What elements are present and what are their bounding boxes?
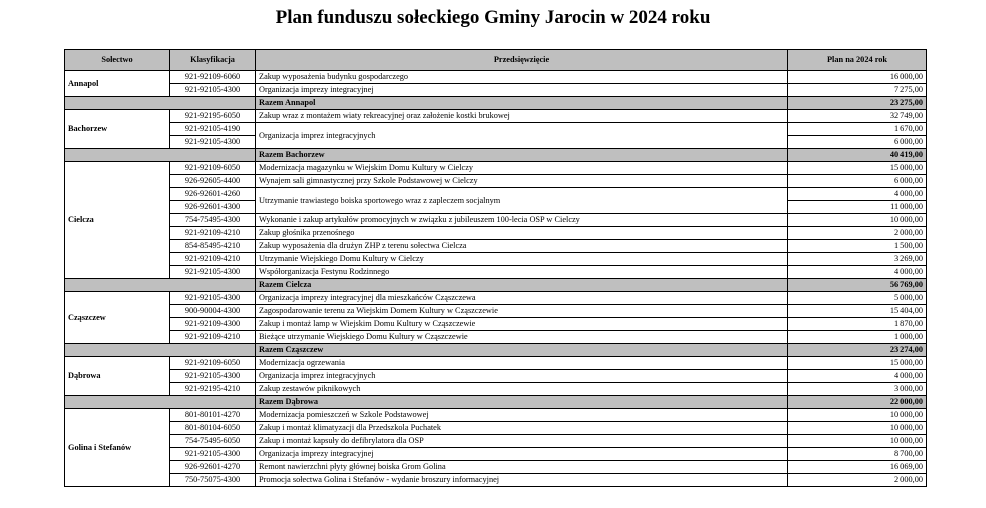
subtotal-amount: 23 274,00 xyxy=(788,344,927,357)
task-cell: Bieżące utrzymanie Wiejskiego Domu Kultury w Cząszczewie xyxy=(256,331,788,344)
table-row xyxy=(65,253,927,266)
subtotal-label: Razem Cząszczew xyxy=(256,344,788,357)
amount-cell: 4 000,00 xyxy=(788,188,927,201)
classification-cell: 921-92105-4300 xyxy=(170,370,256,383)
table-row xyxy=(65,422,927,435)
task-cell: Zakup wyposażenia budynku gospodarczego xyxy=(256,71,788,84)
classification-cell: 921-92105-4300 xyxy=(170,292,256,305)
table-row xyxy=(65,240,927,253)
table-row xyxy=(65,474,927,487)
task-cell: Organizacja imprezy integracyjnej dla mieszkańców Cząszczewa xyxy=(256,292,788,305)
subtotal-label: Razem Bachorzew xyxy=(256,149,788,162)
table-row xyxy=(65,71,927,84)
task-cell: Remont nawierzchni płyty głównej boiska Grom Golina xyxy=(256,461,788,474)
amount-cell: 16 069,00 xyxy=(788,461,927,474)
table-row xyxy=(65,123,927,136)
task-cell: Zakup głośnika przenośnego xyxy=(256,227,788,240)
table-row xyxy=(65,435,927,448)
table-row xyxy=(65,318,927,331)
header-plan: Plan na 2024 rok xyxy=(788,50,927,71)
table-row xyxy=(65,357,927,370)
table-row xyxy=(65,175,927,188)
classification-cell: 921-92105-4190 xyxy=(170,123,256,136)
amount-cell: 10 000,00 xyxy=(788,435,927,448)
task-cell: Utrzymanie trawiastego boiska sportowego wraz z zapleczem socjalnym xyxy=(256,188,788,214)
task-cell: Promocja sołectwa Golina i Stefanów - wydanie broszury informacyjnej xyxy=(256,474,788,487)
task-cell: Zakup i montaż kapsuły do defibrylatora dla OSP xyxy=(256,435,788,448)
table-row xyxy=(65,331,927,344)
task-cell: Organizacja imprez integracyjnych xyxy=(256,123,788,149)
task-cell: Zakup wraz z montażem wiaty rekreacyjnej oraz założenie kostki brukowej xyxy=(256,110,788,123)
table-row xyxy=(65,292,927,305)
classification-cell: 801-80104-6050 xyxy=(170,422,256,435)
table-row xyxy=(65,461,927,474)
task-cell: Wykonanie i zakup artykułów promocyjnych w związku z jubileuszem 100-lecia OSP w Cielczy xyxy=(256,214,788,227)
classification-cell: 900-90004-4300 xyxy=(170,305,256,318)
subtotal-row xyxy=(65,344,927,357)
classification-cell: 926-92601-4260 xyxy=(170,188,256,201)
table-row xyxy=(65,305,927,318)
amount-cell: 1 870,00 xyxy=(788,318,927,331)
task-cell: Modernizacja pomieszczeń w Szkole Podstawowej xyxy=(256,409,788,422)
subtotal-row xyxy=(65,279,927,292)
classification-cell: 921-92195-6050 xyxy=(170,110,256,123)
task-cell: Modernizacja magazynku w Wiejskim Domu Kultury w Cielczy xyxy=(256,162,788,175)
subtotal-amount: 40 419,00 xyxy=(788,149,927,162)
amount-cell: 8 700,00 xyxy=(788,448,927,461)
amount-cell: 11 000,00 xyxy=(788,201,927,214)
amount-cell: 15 000,00 xyxy=(788,162,927,175)
subtotal-amount: 22 000,00 xyxy=(788,396,927,409)
amount-cell: 1 000,00 xyxy=(788,331,927,344)
fund-plan-table xyxy=(64,49,927,487)
table-row xyxy=(65,84,927,97)
amount-cell: 2 000,00 xyxy=(788,227,927,240)
amount-cell: 1 500,00 xyxy=(788,240,927,253)
classification-cell: 754-75495-6050 xyxy=(170,435,256,448)
amount-cell: 15 404,00 xyxy=(788,305,927,318)
subtotal-row xyxy=(65,149,927,162)
classification-cell: 921-92109-6060 xyxy=(170,71,256,84)
amount-cell: 1 670,00 xyxy=(788,123,927,136)
classification-cell: 921-92105-4300 xyxy=(170,448,256,461)
subtotal-label: Razem Annapol xyxy=(256,97,788,110)
table-row xyxy=(65,383,927,396)
task-cell: Utrzymanie Wiejskiego Domu Kultury w Cielczy xyxy=(256,253,788,266)
classification-cell: 921-92105-4300 xyxy=(170,136,256,149)
task-cell: Modernizacja ogrzewania xyxy=(256,357,788,370)
subtotal-spacer xyxy=(65,97,256,110)
amount-cell: 15 000,00 xyxy=(788,357,927,370)
classification-cell: 921-92109-4210 xyxy=(170,227,256,240)
classification-cell: 921-92109-4210 xyxy=(170,331,256,344)
classification-cell: 921-92109-6050 xyxy=(170,162,256,175)
classification-cell: 926-92605-4400 xyxy=(170,175,256,188)
amount-cell: 10 000,00 xyxy=(788,422,927,435)
table-row xyxy=(65,409,927,422)
subtotal-spacer xyxy=(65,279,256,292)
classification-cell: 926-92601-4300 xyxy=(170,201,256,214)
amount-cell: 4 000,00 xyxy=(788,266,927,279)
amount-cell: 6 000,00 xyxy=(788,136,927,149)
header-klasyfikacja: Klasyfikacja xyxy=(170,50,256,71)
subtotal-spacer xyxy=(65,396,256,409)
table-row xyxy=(65,370,927,383)
classification-cell: 921-92109-4300 xyxy=(170,318,256,331)
header-solectwo: Sołectwo xyxy=(65,50,170,71)
amount-cell: 7 275,00 xyxy=(788,84,927,97)
village-name: Cielcza xyxy=(65,162,170,279)
task-cell: Współorganizacja Festynu Rodzinnego xyxy=(256,266,788,279)
village-name: Cząszczew xyxy=(65,292,170,344)
task-cell: Zakup zestawów piknikowych xyxy=(256,383,788,396)
amount-cell: 6 000,00 xyxy=(788,175,927,188)
classification-cell: 921-92109-6050 xyxy=(170,357,256,370)
village-name: Annapol xyxy=(65,71,170,97)
classification-cell: 801-80101-4270 xyxy=(170,409,256,422)
amount-cell: 10 000,00 xyxy=(788,409,927,422)
subtotal-spacer xyxy=(65,344,256,357)
classification-cell: 754-75495-4300 xyxy=(170,214,256,227)
task-cell: Wynajem sali gimnastycznej przy Szkole Podstawowej w Cielczy xyxy=(256,175,788,188)
table-row xyxy=(65,162,927,175)
task-cell: Zakup wyposażenia dla drużyn ZHP z terenu sołectwa Cielcza xyxy=(256,240,788,253)
header-przedsiewziecie: Przedsięwzięcie xyxy=(256,50,788,71)
classification-cell: 921-92195-4210 xyxy=(170,383,256,396)
task-cell: Zagospodarowanie terenu za Wiejskim Domem Kultury w Cząszczewie xyxy=(256,305,788,318)
task-cell: Organizacja imprez integracyjnych xyxy=(256,370,788,383)
table-row xyxy=(65,214,927,227)
table-row xyxy=(65,110,927,123)
classification-cell: 921-92105-4300 xyxy=(170,266,256,279)
task-cell: Zakup i montaż lamp w Wiejskim Domu Kultury w Cząszczewie xyxy=(256,318,788,331)
table-row xyxy=(65,227,927,240)
table-row xyxy=(65,448,927,461)
table-row xyxy=(65,266,927,279)
classification-cell: 750-75075-4300 xyxy=(170,474,256,487)
amount-cell: 3 000,00 xyxy=(788,383,927,396)
village-name: Golina i Stefanów xyxy=(65,409,170,487)
amount-cell: 16 000,00 xyxy=(788,71,927,84)
subtotal-spacer xyxy=(65,149,256,162)
classification-cell: 921-92105-4300 xyxy=(170,84,256,97)
classification-cell: 854-85495-4210 xyxy=(170,240,256,253)
subtotal-label: Razem Cielcza xyxy=(256,279,788,292)
subtotal-label: Razem Dąbrowa xyxy=(256,396,788,409)
village-name: Bachorzew xyxy=(65,110,170,149)
page-title: Plan funduszu sołeckiego Gminy Jarocin w 2024 roku xyxy=(275,7,711,28)
amount-cell: 4 000,00 xyxy=(788,370,927,383)
classification-cell: 926-92601-4270 xyxy=(170,461,256,474)
header-row xyxy=(65,50,927,71)
amount-cell: 3 269,00 xyxy=(788,253,927,266)
subtotal-amount: 23 275,00 xyxy=(788,97,927,110)
amount-cell: 5 000,00 xyxy=(788,292,927,305)
classification-cell: 921-92109-4210 xyxy=(170,253,256,266)
subtotal-amount: 56 769,00 xyxy=(788,279,927,292)
subtotal-row xyxy=(65,97,927,110)
task-cell: Zakup i montaż klimatyzacji dla Przedszkola Puchatek xyxy=(256,422,788,435)
task-cell: Organizacja imprezy integracyjnej xyxy=(256,448,788,461)
village-name: Dąbrowa xyxy=(65,357,170,396)
subtotal-row xyxy=(65,396,927,409)
amount-cell: 10 000,00 xyxy=(788,214,927,227)
task-cell: Organizacja imprezy integracyjnej xyxy=(256,84,788,97)
amount-cell: 32 749,00 xyxy=(788,110,927,123)
table-row xyxy=(65,188,927,201)
amount-cell: 2 000,00 xyxy=(788,474,927,487)
